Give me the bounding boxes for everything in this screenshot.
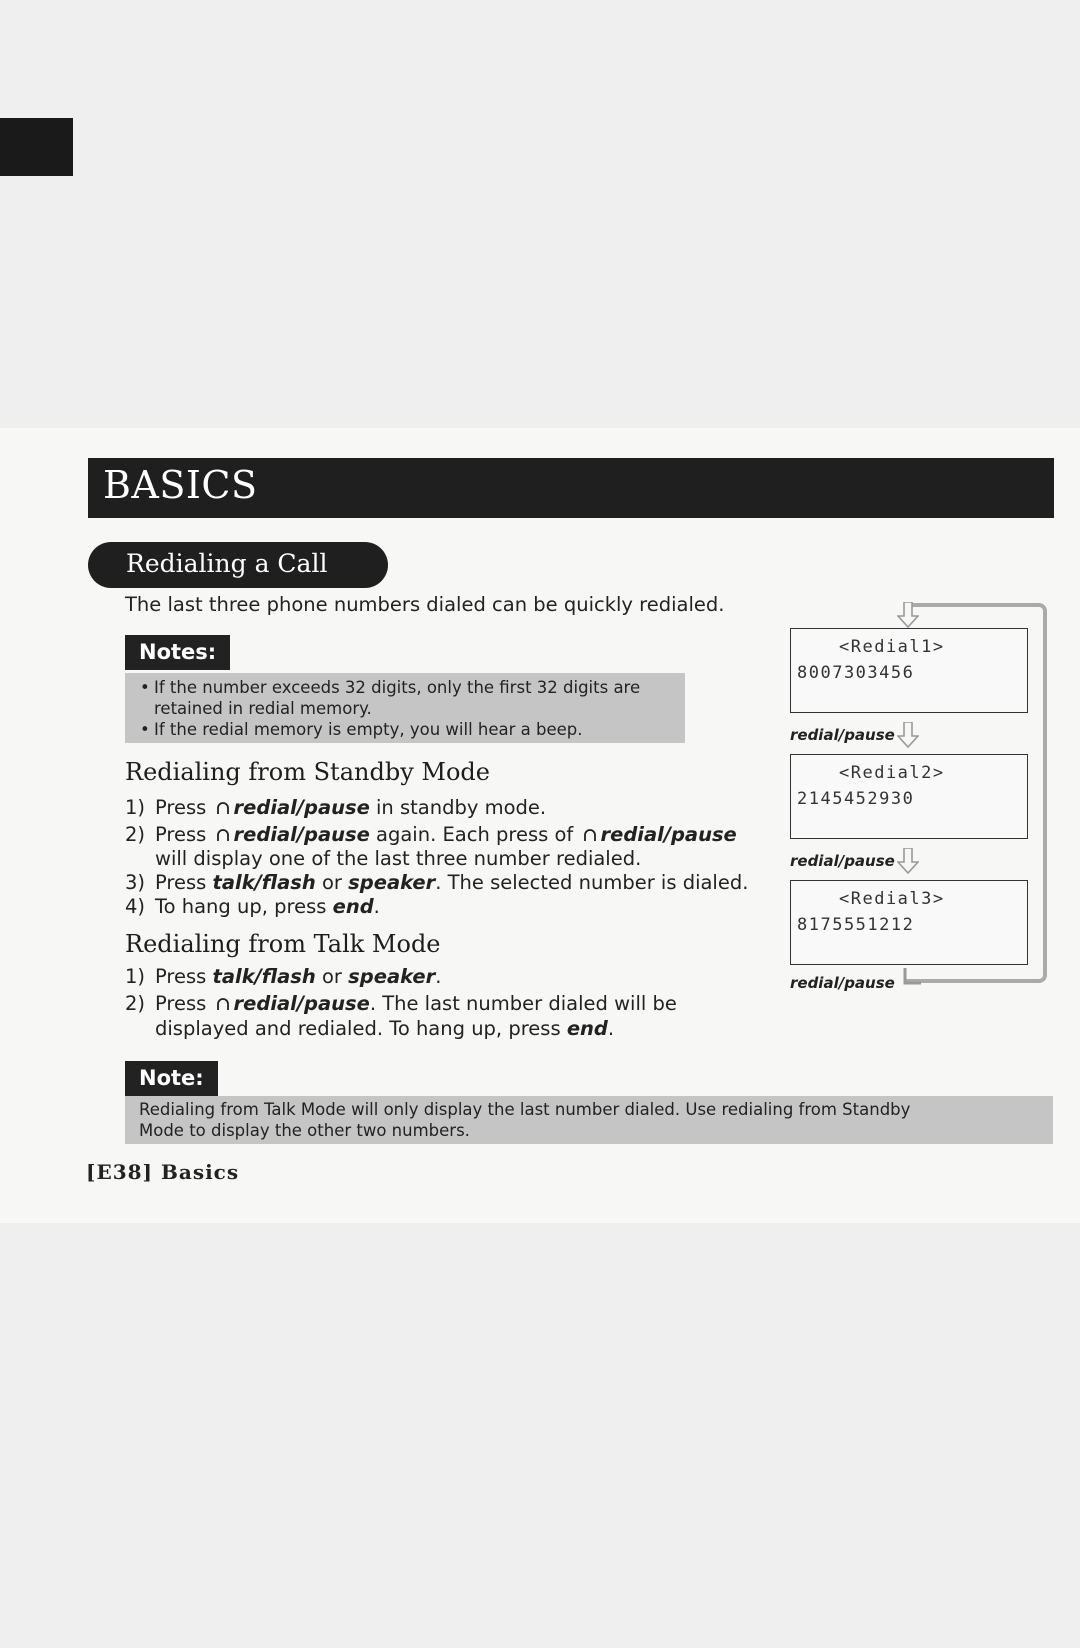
page-footer: [E38] Basics — [86, 1160, 240, 1184]
talk-heading: Redialing from Talk Mode — [125, 930, 441, 958]
redial-icon — [215, 996, 231, 1012]
redial-pause-label: redial/pause — [790, 852, 895, 870]
section-title: Redialing a Call — [126, 549, 328, 578]
header-title: BASICS — [103, 463, 258, 507]
redial-icon — [215, 827, 231, 843]
standby-heading: Redialing from Standby Mode — [125, 758, 490, 786]
redial-icon — [215, 800, 231, 816]
down-arrow-icon — [897, 722, 919, 748]
standby-step-3: 3) Press talk/flash or speaker. The selected number is dialed. — [125, 871, 749, 894]
standby-step-2-cont: will display one of the last three number redialed. — [155, 847, 642, 870]
screen-title: <Redial3> — [839, 889, 945, 909]
redial-pause-label: redial/pause — [790, 974, 895, 992]
talk-step-2-cont: displayed and redialed. To hang up, press end. — [155, 1017, 615, 1040]
redial-screen-2 — [790, 754, 1028, 839]
screen-number: 8175551212 — [797, 915, 915, 935]
screen-number: 2145452930 — [797, 789, 915, 809]
section-heading — [88, 542, 388, 588]
notes-label: Notes: — [125, 635, 230, 670]
standby-step-4: 4) To hang up, press end. — [125, 895, 380, 918]
talk-step-1: 1) Press talk/flash or speaker. — [125, 965, 442, 988]
intro-text: The last three phone numbers dialed can be quickly redialed. — [125, 593, 725, 616]
note-item: • If the redial memory is empty, you will hear a beep. — [140, 719, 685, 740]
loop-start-icon — [903, 966, 923, 986]
screen-title: <Redial2> — [839, 763, 945, 783]
header-banner — [88, 458, 1054, 518]
note-line: Mode to display the other two numbers. — [139, 1121, 470, 1140]
redial-screen-1 — [790, 628, 1028, 713]
screen-number: 8007303456 — [797, 663, 915, 683]
down-arrow-icon — [897, 848, 919, 874]
redial-pause-label: redial/pause — [790, 726, 895, 744]
manual-page — [0, 428, 1080, 1223]
note-label: Note: — [125, 1061, 218, 1096]
note-panel — [125, 1096, 1053, 1144]
down-arrow-icon — [897, 602, 919, 628]
redial-screen-3 — [790, 880, 1028, 965]
notes-panel — [125, 673, 685, 743]
standby-step-1: 1) Press redial/pause in standby mode. — [125, 796, 547, 819]
note-item: • If the number exceeds 32 digits, only the first 32 digits are — [140, 677, 685, 698]
talk-step-2: 2) Press redial/pause. The last number dialed will be — [125, 992, 677, 1015]
side-index-tab — [0, 118, 73, 176]
note-item-cont: retained in redial memory. — [154, 699, 372, 718]
standby-step-2: 2) Press redial/pause again. Each press of redial/pause — [125, 823, 737, 846]
redial-diagram — [788, 598, 1058, 1038]
redial-icon — [582, 827, 598, 843]
note-line: Redialing from Talk Mode will only display the last number dialed. Use redialing from Standby — [139, 1100, 911, 1119]
screen-title: <Redial1> — [839, 637, 945, 657]
